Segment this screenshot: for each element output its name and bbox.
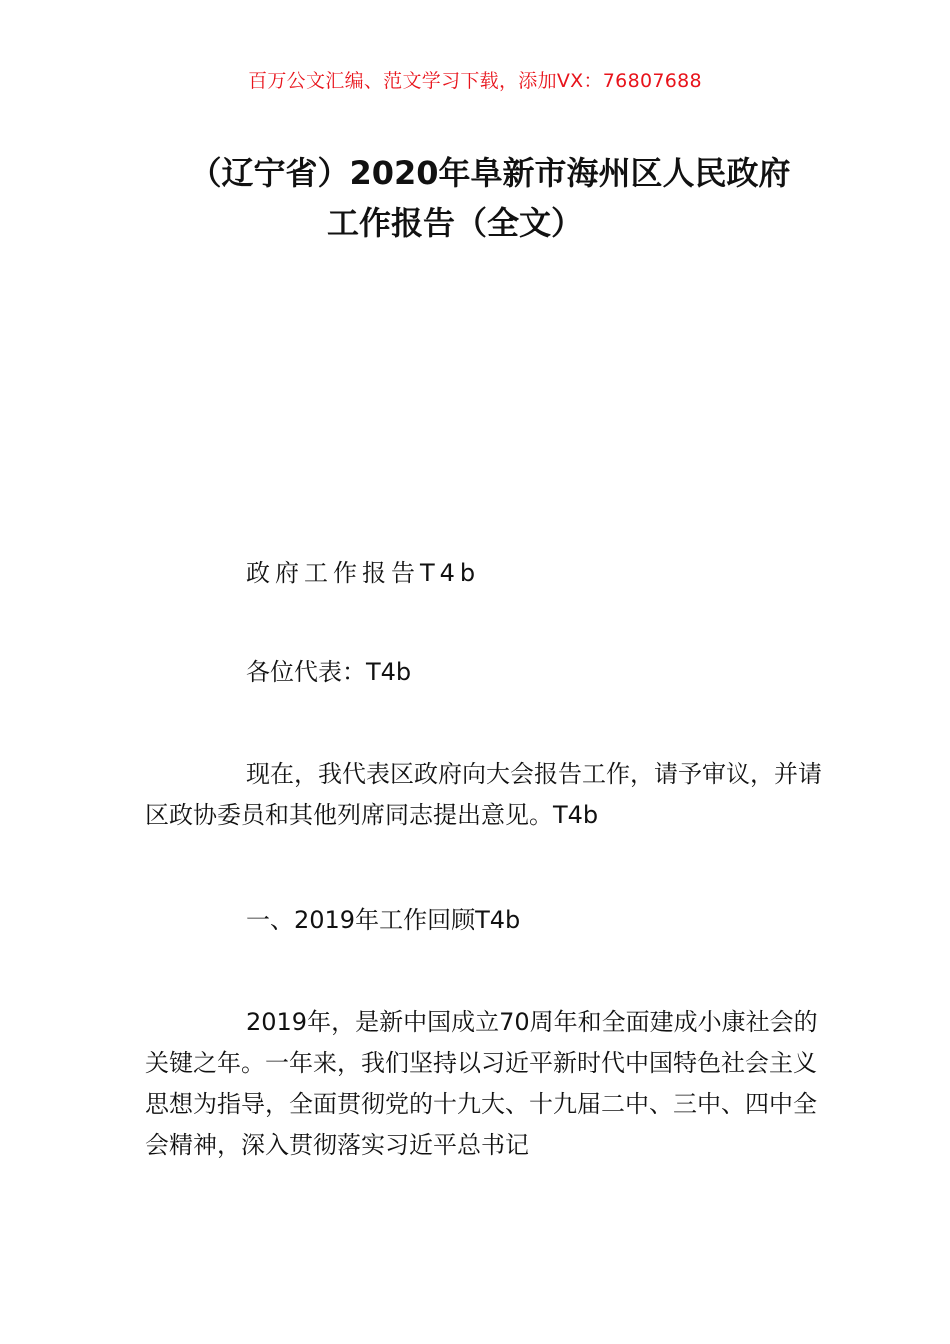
title-line-1: （辽宁省）2020年阜新市海州区人民政府 [189,154,791,192]
intro-paragraph: 现在，我代表区政府向大会报告工作，请予审议，并请区政协委员和其他列席同志提出意见。T4b [145,760,822,829]
salutation: 各位代表：T4b [246,658,412,686]
header-note: 百万公文汇编、范文学习下载，添加VX：76807688 [248,70,702,92]
section-1-heading: 一、2019年工作回顾T4b [246,906,521,934]
document-title [150,148,830,248]
report-heading-label: 政府工作报告T4b [246,559,481,587]
section-1-paragraph: 2019年，是新中国成立70周年和全面建成小康社会的关键之年。一年来，我们坚持以习近平新时代中国特色社会主义思想为指导，全面贯彻党的十九大、十九届二中、三中、四中全会精神，深入贯彻落实习近平总书记 [145,1008,818,1159]
title-line-2: 工作报告（全文） [326,204,583,242]
